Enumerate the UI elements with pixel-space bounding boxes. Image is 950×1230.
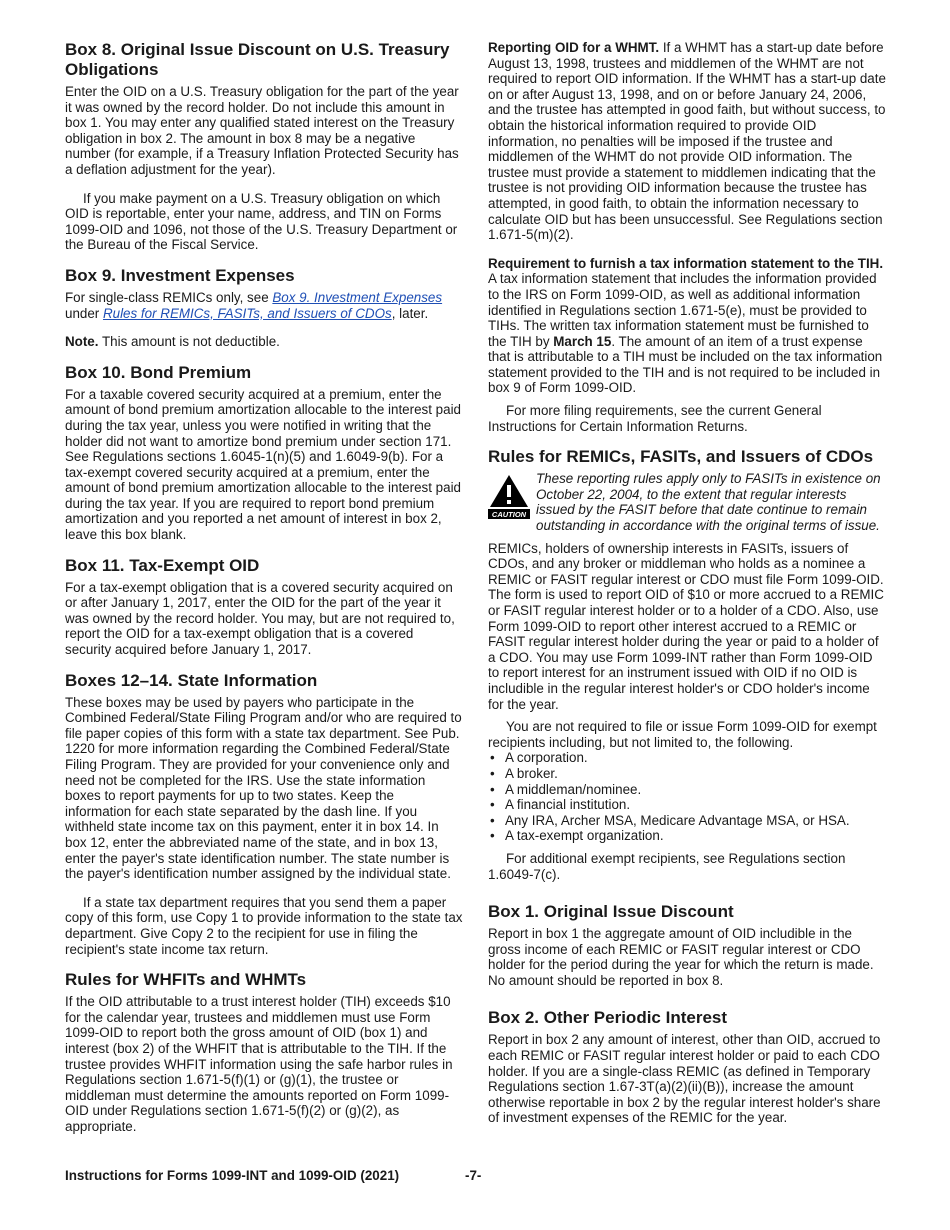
remic-paragraph-2: You are not required to file or issue Form 1099-OID for exempt recipients including, but not limited to, the following.: [488, 719, 877, 750]
tih-paragraph: Requirement to furnish a tax information statement to the TIH. A tax information statement that includes the information provided to the IRS on Form 1099-OID, as well as additional information identified in Regulations section 1.671-5(e), must be provided to TIHs. The written tax information statement must be furnished to the TIH by March 15. The amount of an item of a trust expense that is attributable to a TIH must be included on the tax information statement provided to the TIH and is not required to be included in box 9 of Form 1099-OID.: [488, 255, 884, 396]
caution-icon: [488, 473, 530, 519]
tih-lead: Requirement to furnish a tax information statement to the TIH.: [488, 255, 884, 271]
exempt-recipients-list: [488, 750, 886, 844]
box9-heading: Box 9. Investment Expenses: [65, 265, 295, 285]
box2-paragraph: Report in box 2 any amount of interest, other than OID, accrued to each REMIC or FASIT regular interest holder or paid to each CDO holder. If you are a single-class REMIC (as defined in Temporary Regulations section 1.67-3T(a)(2)(ii)(B)), increase the amount otherwise reportable in box 2 by the regular interest holder's share of investment expenses of the REMIC for the year.: [488, 1032, 881, 1126]
remic-paragraph-3: For additional exempt recipients, see Regulations section 1.6049-7(c).: [488, 850, 846, 882]
list-item: • A tax-exempt organization.: [488, 828, 886, 844]
caution-note: [488, 471, 886, 533]
remic-rules-link[interactable]: Rules for REMICs, FASITs, and Issuers of CDOs: [102, 305, 392, 321]
list-item: • Any IRA, Archer MSA, Medicare Advantage MSA, or HSA.: [488, 813, 886, 829]
box8-paragraph-2: If you make payment on a U.S. Treasury obligation on which OID is reportable, enter your name, address, and TIN on Forms 1099-OID and 1096, not those of the U.S. Treasury Department or the Bureau of the Fiscal Service.: [65, 190, 458, 253]
remic-paragraph-1: REMICs, holders of ownership interests in FASITs, issuers of CDOs, and any broker or middleman who holds as a nominee a REMIC or FASIT regular interest or CDO must file Form 1099-OID. The form is used to report OID of $10 or more accrued to a REMIC or FASIT regular interest holder or to a holder of a CDO. Also, use Form 1099-OID to report other interest accrued to a REMIC or FASIT regular interest holder during the year or paid to a holder of a CDO. You may use Form 1099-INT rather than Form 1099-OID to report interest for an instrument issued with OID if no OID is includible in the regular interest holder's or CDO holder's income for the year.: [488, 540, 884, 712]
box10-heading: Box 10. Bond Premium: [65, 362, 252, 382]
list-item: • A broker.: [488, 766, 886, 782]
whmt-paragraph: Reporting OID for a WHMT. If a WHMT has a start-up date before August 13, 1998, trustees and middlemen of the WHMT are not required to report OID information. If the WHMT has a start-up date on or after August 13, 1998, and on or before January 24, 2006, and the trustee has attempted in good faith, but without success, to obtain the historical information required to provide OID information, no penalties will be imposed if the trustee and middlemen of the WHMT do not provide OID information. The trustee must provide a statement to middlemen indicating that the trustee is not providing OID information because the trustee has attempted, in good faith, to obtain the information necessary to calculate OID but has been unsuccessful. See Regulations section 1.671-5(m)(2).: [488, 40, 886, 243]
footer-title: Instructions for Forms 1099-INT and 1099-OID (2021): [65, 1168, 400, 1183]
box2-heading: Box 2. Other Periodic Interest: [488, 1008, 728, 1028]
list-item: • A middleman/nominee.: [488, 782, 886, 798]
box12-14-heading: Boxes 12–14. State Information: [65, 670, 318, 690]
whmt-lead: Reporting OID for a WHMT.: [488, 40, 660, 55]
left-column: [65, 40, 463, 1134]
box8-paragraph-1: Enter the OID on a U.S. Treasury obligation for the part of the year it was owned by the record holder. Do not include this amount in box 1. You may enter any qualified stated interest on the Treasury obligation in box 2. The amount in box 8 may be a negative number (for example, if a Treasury Inflation Protected Security has a deflation adjustment for the year).: [65, 84, 459, 177]
box12-14-paragraph-1: These boxes may be used by payers who participate in the Combined Federal/State Filing Program and/or who are required to file paper copies of this form with a state tax department. See Pub. 1220 for more information regarding the Combined Federal/State Filing Program. They are provided for your convenience only and need not be completed for the IRS. Use the state information boxes to report payments for up to two states. Keep the information for each state separated by the dash line. If you withheld state income tax on this payment, enter it in box 14. In box 12, enter the abbreviated name of the state, and in box 13, enter the payer's state identification number. The state number is the payer's identification number assigned by the individual state.: [65, 694, 462, 882]
box1-heading: Box 1. Original Issue Discount: [488, 902, 734, 922]
box9-paragraph: For single-class REMICs only, see Box 9. Investment Expenses under Rules for REMICs, FASITs, and Issuers of CDOs, later.: [65, 289, 443, 321]
tih-date: March 15: [553, 333, 612, 349]
whfit-heading: Rules for WHFITs and WHMTs: [65, 970, 307, 990]
list-item: • A financial institution.: [488, 797, 886, 813]
caution-text: These reporting rules apply only to FASITs in existence on October 22, 2004, to the extent that regular interests issued by the FASIT before that date continue to remain outstanding in accordance with the original terms of issue.: [536, 471, 881, 534]
box12-14-paragraph-2: If a state tax department requires that you send them a paper copy of this form, use Copy 1 to provide information to the state tax department. Give Copy 2 to the recipient for use in filing the recipient's state income tax return.: [65, 894, 463, 957]
remic-heading: Rules for REMICs, FASITs, and Issuers of CDOs: [488, 447, 874, 467]
tih-paragraph-2: For more filing requirements, see the current General Instructions for Certain Information Returns.: [488, 403, 822, 434]
page-number: -7-: [465, 1168, 482, 1183]
whfit-paragraph: If the OID attributable to a trust interest holder (TIH) exceeds $10 for the calendar year, trustees and middlemen must use Form 1099-OID to report both the gross amount of OID (box 1) and interest (box 2) of the WHFIT that is attributable to the TIH. If the trustee provides WHFIT information using the safe harbor rules in Regulations section 1.671-5(f)(1) or (g)(1), the trustee or middleman must determine the amounts reported on Form 1099-OID under Regulations section 1.671-5(f)(2) or (g)(2), as appropriate.: [65, 994, 453, 1134]
right-column: [488, 40, 886, 1126]
box1-paragraph: Report in box 1 the aggregate amount of OID includible in the gross income of each REMIC or FASIT regular interest or CDO holder for the period during the year for which the return is made. No amount should be reported in box 8.: [488, 926, 874, 988]
list-item: • A corporation.: [488, 750, 886, 766]
box9-investment-expenses-link[interactable]: Box 9. Investment Expenses: [272, 289, 443, 305]
box11-heading: Box 11. Tax-Exempt OID: [65, 555, 260, 575]
box10-paragraph: For a taxable covered security acquired at a premium, enter the amount of bond premium amortization allocable to the interest paid during the tax year, unless you were notified in writing that the holder did not want to amortize bond premium under section 171. See Regulations sections 1.6045-1(n)(5) and 1.6049-9(b). For a tax-exempt covered security acquired at a premium, enter the amount of bond premium amortization allocable to the interest paid during the tax year. If you are required to report bond premium amortization and you reported a net amount of interest in box 2, leave this box blank.: [65, 386, 461, 543]
box11-paragraph: For a tax-exempt obligation that is a covered security acquired on or after January 1, 2017, enter the OID for the part of the year it was owned by the record holder. You may, but are not required to, report the OID for a tax-exempt obligation that is a covered security acquired before January 1, 2017.: [65, 579, 455, 658]
box8-heading: Box 8. Original Issue Discount on U.S. Treasury Obligations: [65, 40, 450, 79]
box9-note: Note. This amount is not deductible.: [65, 334, 280, 350]
note-label: Note.: [65, 334, 99, 350]
caution-label: CAUTION: [491, 510, 527, 520]
